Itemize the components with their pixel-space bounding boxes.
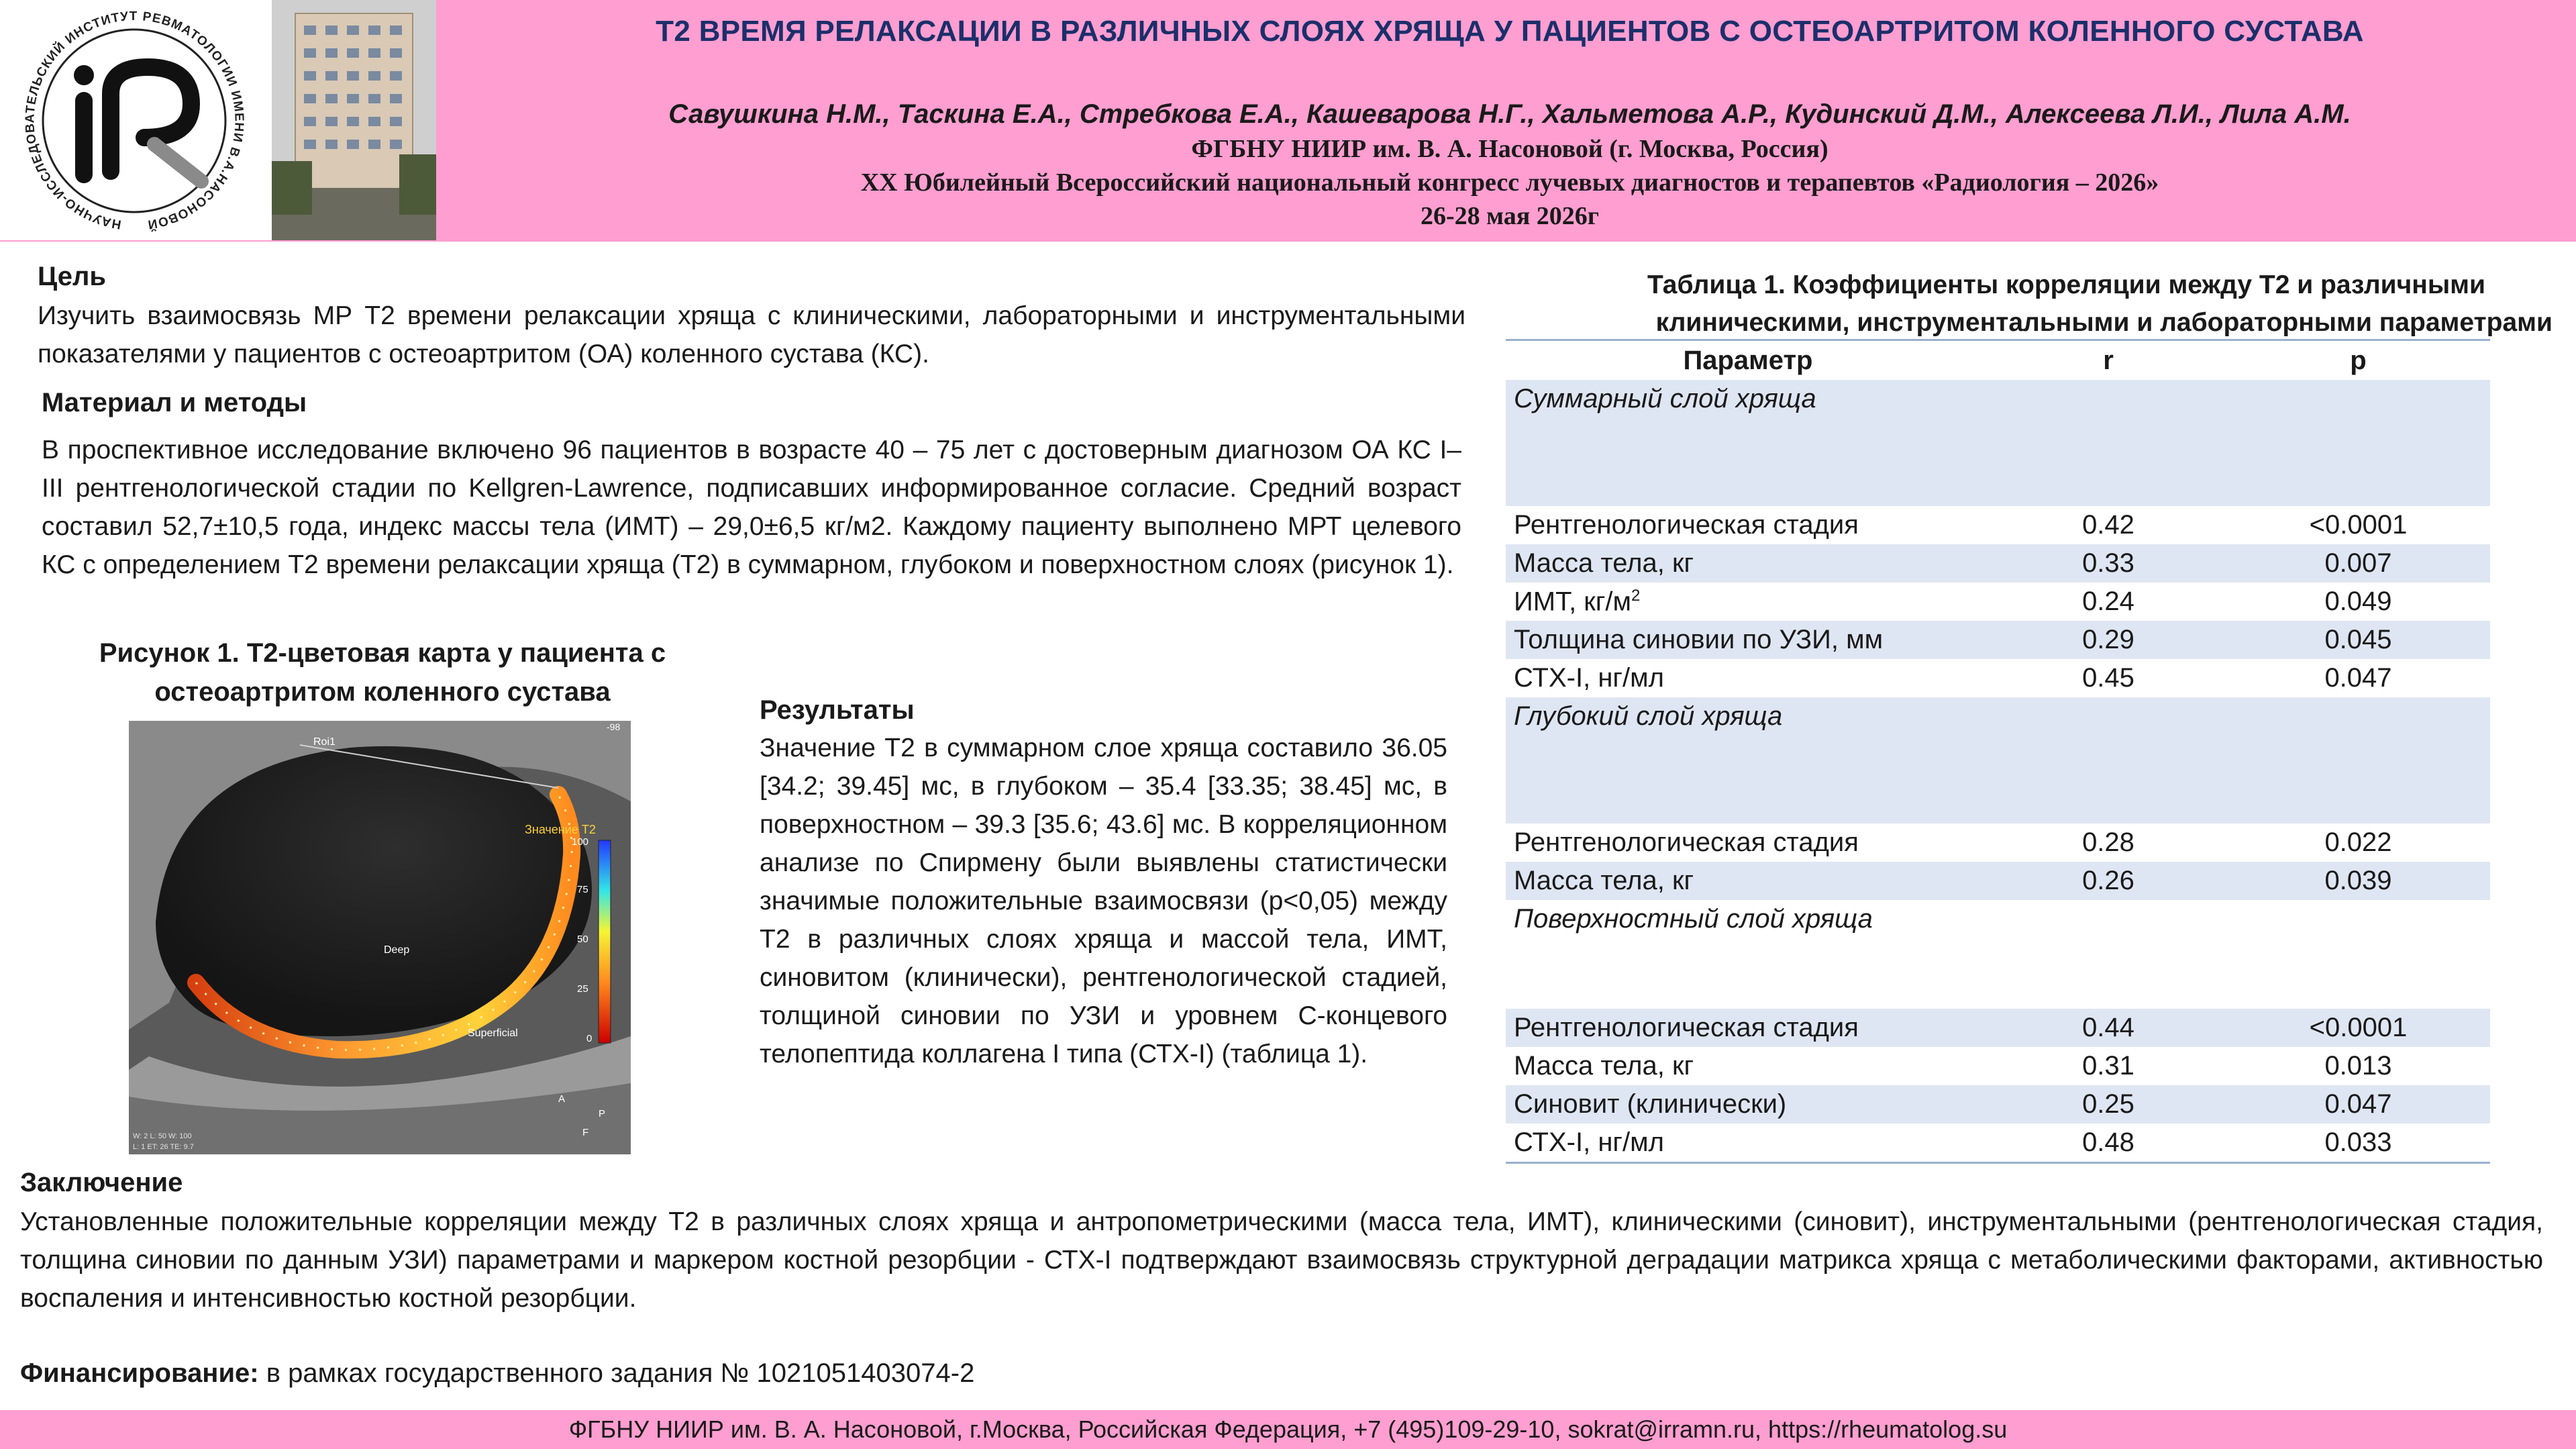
results-heading: Результаты xyxy=(760,695,915,725)
conclusion-text: Установленные положительные корреляции между Т2 в различных слоях хряща и антропометрическими (масса тела, ИМТ), клиническими (синовит), инструментальными (рентгенологическая стадия, толщина синовии по данным УЗИ) параметрами и маркером костной резорбции - СТХ-I подтверждают взаимосвязь структурной деградации матрикса хряща с метаболическими факторами, активностью воспаления и интенсивностью костной резорбции. xyxy=(20,1207,2543,1313)
building-icon xyxy=(272,0,436,240)
scale-0: 0 xyxy=(586,1033,593,1044)
authors-list: Савушкина Н.М., Таскина Е.А., Стребкова Е.А., Кашеварова Н.Г., Хальметова А.Р., Кудинский Д.М., Алексеева Л.И., Лила А.М. xyxy=(668,99,2351,129)
section-row-total: Суммарный слой хряща xyxy=(1506,380,2490,506)
figure-caption: Рисунок 1. Т2-цветовая карта у пациента с остеоартритом коленного сустава xyxy=(99,638,666,707)
table-row: ИМТ, $кг/м^2$ 0.24 0.049 xyxy=(1514,586,2392,617)
table-title xyxy=(1506,266,2553,342)
institute-logo xyxy=(0,0,272,240)
knee-mri-t2-map-image xyxy=(129,721,631,1154)
funding-label: Финансирование: xyxy=(20,1358,259,1388)
poster-title: Т2 ВРЕМЯ РЕЛАКСАЦИИ В РАЗЛИЧНЫХ СЛОЯХ ХРЯЩА У ПАЦИЕНТОВ С ОСТЕОАРТРИТОМ КОЛЕННОГО СУСТАВА xyxy=(656,15,2364,48)
institute-line: ФГБНУ НИИР им. В. А. Насоновой (г. Москва, Россия) xyxy=(1191,135,1828,163)
table-row: Синовит (клинически) 0.25 0.047 xyxy=(1506,1085,2490,1123)
bmi-superscript: 2 xyxy=(1631,586,1641,605)
window-info-1: W: 2 L: 50 W: 100 xyxy=(133,1132,192,1140)
table-row: Рентгенологическая стадия 0.44 <0.0001 xyxy=(1506,1009,2490,1047)
roi-label: Roi1 xyxy=(313,736,336,748)
institute-building-photo xyxy=(272,0,436,240)
goal-text: Изучить взаимосвязь МР Т2 времени релаксации хряща с клиническими, лабораторными и инструментальными показателями у пациентов с остеоартритом (ОА) коленного сустава (КС). xyxy=(38,301,1465,368)
logo-ring-text: НАУЧНО-ИССЛЕДОВАТЕЛЬСКИЙ ИНСТИТУТ РЕВМАТОЛОГИИ ИМЕНИ В.А.НАСОНОВОЙ xyxy=(23,9,246,232)
bmi-label: ИМТ, кг/м xyxy=(1514,587,1631,617)
scale-50: 50 xyxy=(577,934,588,945)
scale-100: 100 xyxy=(572,836,589,848)
correlation-table xyxy=(1506,339,2490,1164)
funding-text: в рамках государственного задания № 1021051403074-2 xyxy=(258,1358,975,1388)
table-row: СТХ-I, нг/мл 0.45 0.047 xyxy=(1514,663,2392,693)
t2-scale-label: Значение Т2 xyxy=(525,823,596,836)
orientation-f: F xyxy=(582,1127,589,1138)
table-row: Масса тела, кг 0.26 0.039 xyxy=(1506,862,2490,900)
methods-heading: Материал и методы xyxy=(42,388,307,417)
corner-value: -98 xyxy=(607,721,621,732)
footer-contacts: ФГБНУ НИИР им. В. А. Насоновой, г.Москва, Российская Федерация, +7 (495)109-29-10, sokrat@irramn.ru, https://rheumatolog.su xyxy=(0,1410,2576,1449)
conclusion-heading: Заключение xyxy=(20,1168,183,1197)
table-row: Масса тела, кг 0.31 0.013 xyxy=(1514,1051,2392,1081)
methods-text: В проспективное исследование включено 96 пациентов в возрасте 40 – 75 лет с достоверным диагнозом ОА КС I–III рентгенологической стадии по Kellgren-Lawrence, подписавших информированное согласие. Средний возраст составил 52,7±10,5 года, индекс массы тела (ИМТ) – 29,0±6,5 кг/м2. Каждому пациенту выполнено МРТ целевого КС с определением Т2 времени релаксации хряща (Т2) в суммарном, глубоком и поверхностном слоях (рисунок 1). xyxy=(42,436,1461,579)
section-row-superficial: Поверхностный слой хряща xyxy=(1514,904,1873,934)
table-row: СТХ-I, нг/мл 0.48 0.033 xyxy=(1506,1123,2490,1163)
scale-75: 75 xyxy=(577,884,588,895)
t2-color-map-figure xyxy=(129,721,631,1154)
table-title-line-2: клиническими, инструментальными и лабораторными параметрами xyxy=(1655,308,2553,337)
col-header-parameter: Параметр xyxy=(1506,340,1990,381)
orientation-p: P xyxy=(599,1108,606,1119)
table-row: Рентгенологическая стадия 0.28 0.022 xyxy=(1514,828,2392,857)
dates-line: 26-28 мая 2026г xyxy=(1420,202,1600,230)
window-info-2: L: 1 ET: 26 TE: 9.7 xyxy=(133,1143,194,1151)
funding-line xyxy=(20,1358,974,1389)
scale-25: 25 xyxy=(577,983,588,995)
congress-line: XX Юбилейный Всероссийский национальный конгресс лучевых диагностов и терапевтов «Радиология – 2026» xyxy=(860,168,2159,197)
section-row-deep: Глубокий слой хряща xyxy=(1506,697,2490,823)
institute-logo-icon xyxy=(0,0,272,240)
table-row: Толщина синовии по УЗИ, мм 0.29 0.045 xyxy=(1506,621,2490,659)
table-row: Масса тела, кг 0.33 0.007 xyxy=(1506,544,2490,583)
orientation-a: A xyxy=(558,1093,566,1105)
col-header-p: p xyxy=(2226,340,2490,381)
table-row: Рентгенологическая стадия 0.42 <0.0001 xyxy=(1514,510,2408,540)
results-text: Значение Т2 в суммарном слое хряща составило 36.05 [34.2; 39.45] мс, в глубоком – 35.4 [33.35; 38.45] мс, в поверхностном – 39.3 [35.6; 43.6] мс. В корреляционном анализе по Спирмену были выявлены статистически значимые положительные взаимосвязи (p<0,05) между Т2 в различных слоях хряща и массой тела, ИМТ, синовитом (клинически), рентгенологической стадией, толщиной синовии по УЗИ и уровнем С-концевого телопептида коллагена I типа (СТХ-I) (таблица 1). xyxy=(760,734,1447,1068)
goal-heading: Цель xyxy=(38,262,106,291)
deep-label: Deep xyxy=(384,944,410,956)
col-header-r: r xyxy=(1990,340,2226,381)
superficial-label: Superficial xyxy=(468,1028,518,1039)
table-title-line-1: Таблица 1. Коэффициенты корреляции между Т2 и различными xyxy=(1647,270,2485,299)
